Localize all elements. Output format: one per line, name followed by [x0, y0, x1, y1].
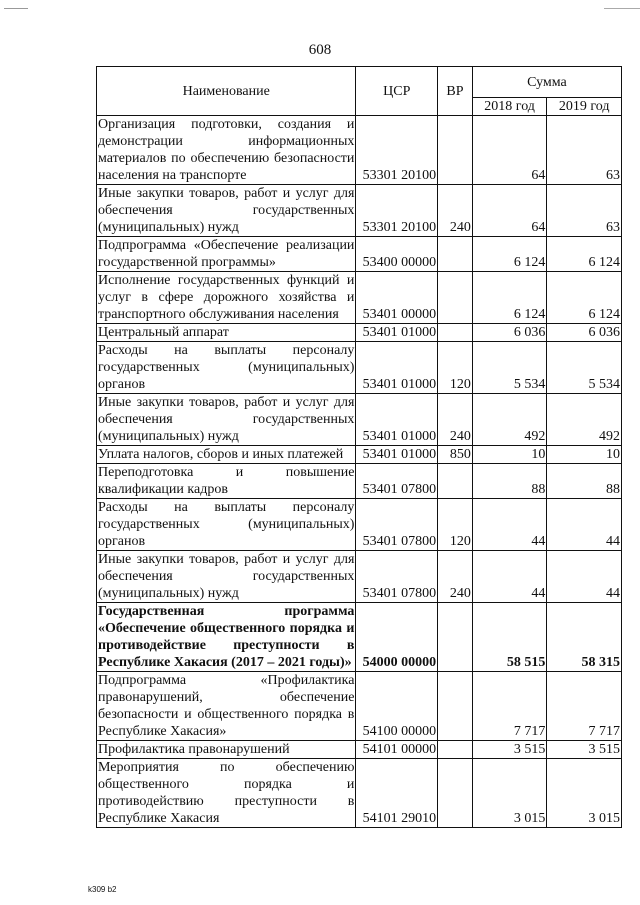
row-vr-cell [438, 464, 473, 499]
table-row [97, 185, 622, 237]
row-csr-cell: 53401 07800 [356, 464, 438, 499]
row-2018-cell: 6 124 [472, 237, 547, 272]
row-2019-cell: 492 [547, 394, 622, 446]
row-2018-cell: 5 534 [472, 342, 547, 394]
row-csr-cell: 53401 00000 [356, 272, 438, 324]
row-vr-cell: 240 [438, 185, 473, 237]
header-year-2018: 2018 год [472, 98, 547, 116]
row-2018-cell: 10 [472, 446, 547, 464]
row-name-cell: Расходы на выплаты персоналу государственных (муниципальных) органов [98, 500, 355, 549]
table-row [97, 464, 622, 499]
row-name-cell: Подпрограмма «Обеспечение реализации государственной программы» [98, 238, 355, 270]
row-2019-cell: 58 315 [547, 603, 622, 672]
row-csr-cell: 53301 20100 [356, 185, 438, 237]
table-row [97, 342, 622, 394]
table-row [97, 324, 622, 342]
row-name-cell: Переподготовка и повышение квалификации кадров [98, 465, 355, 497]
row-name-cell: Мероприятия по обеспечению общественного порядка и противодействию преступности в Республике Хакасия [98, 760, 355, 826]
scan-edge-line [4, 8, 28, 9]
row-vr-cell [438, 237, 473, 272]
row-vr-cell [438, 116, 473, 185]
row-vr-cell [438, 741, 473, 759]
row-name-cell: Иные закупки товаров, работ и услуг для обеспечения государственных (муниципальных) нужд [98, 552, 355, 601]
row-csr-cell: 53401 01000 [356, 394, 438, 446]
row-vr-cell: 240 [438, 551, 473, 603]
row-csr-cell: 54101 00000 [356, 741, 438, 759]
row-2018-cell: 3 515 [472, 741, 547, 759]
row-name-cell: Исполнение государственных функций и услуг в сфере дорожного хозяйства и транспортного обслуживания населения [98, 273, 355, 322]
row-2019-cell: 7 717 [547, 672, 622, 741]
row-2019-cell: 10 [547, 446, 622, 464]
row-csr-cell: 54101 29010 [356, 759, 438, 828]
row-vr-cell [438, 672, 473, 741]
row-name-cell: Организация подготовки, создания и демонстрации информационных материалов по обеспечению безопасности населения на транспорте [98, 117, 355, 183]
row-csr-cell: 53301 20100 [356, 116, 438, 185]
header-csr: ЦСР [356, 67, 438, 116]
row-2019-cell: 6 124 [547, 272, 622, 324]
row-vr-cell: 850 [438, 446, 473, 464]
row-vr-cell: 120 [438, 342, 473, 394]
row-2018-cell: 44 [472, 499, 547, 551]
row-name-cell: Подпрограмма «Профилактика правонарушений, обеспечение безопасности и общественного порядка в Республике Хакасия» [98, 673, 355, 739]
row-name-cell: Государственная программа «Обеспечение общественного порядка и противодействие преступности в Республике Хакасия (2017 – 2021 годы)» [98, 604, 355, 670]
row-vr-cell [438, 759, 473, 828]
row-csr-cell: 53401 07800 [356, 551, 438, 603]
table-row [97, 672, 622, 741]
row-name-cell: Профилактика правонарушений [97, 741, 356, 759]
row-csr-cell: 54100 00000 [356, 672, 438, 741]
row-2019-cell: 88 [547, 464, 622, 499]
row-vr-cell [438, 324, 473, 342]
row-2018-cell: 44 [472, 551, 547, 603]
row-2018-cell: 492 [472, 394, 547, 446]
header-vr: ВР [438, 67, 473, 116]
row-csr-cell: 53400 00000 [356, 237, 438, 272]
table-row [97, 116, 622, 185]
table-row [97, 759, 622, 828]
row-csr-cell: 53401 07800 [356, 499, 438, 551]
row-2019-cell: 63 [547, 116, 622, 185]
page-number: 608 [308, 42, 332, 58]
table-row [97, 237, 622, 272]
row-vr-cell [438, 603, 473, 672]
footer-mark: k309 b2 [88, 885, 117, 894]
header-sum: Сумма [472, 67, 621, 98]
row-2019-cell: 3 015 [547, 759, 622, 828]
table-row [97, 741, 622, 759]
row-2018-cell: 7 717 [472, 672, 547, 741]
row-2019-cell: 3 515 [547, 741, 622, 759]
row-2019-cell: 63 [547, 185, 622, 237]
row-2018-cell: 6 036 [472, 324, 547, 342]
row-2018-cell: 64 [472, 116, 547, 185]
row-vr-cell: 240 [438, 394, 473, 446]
row-2018-cell: 58 515 [472, 603, 547, 672]
row-2018-cell: 3 015 [472, 759, 547, 828]
row-2018-cell: 6 124 [472, 272, 547, 324]
row-name-cell: Расходы на выплаты персоналу государственных (муниципальных) органов [98, 343, 355, 392]
table-row [97, 272, 622, 324]
row-2019-cell: 44 [547, 551, 622, 603]
row-csr-cell: 54000 00000 [356, 603, 438, 672]
row-csr-cell: 53401 01000 [356, 446, 438, 464]
header-year-2019: 2019 год [547, 98, 622, 116]
row-2018-cell: 64 [472, 185, 547, 237]
table-row [97, 394, 622, 446]
row-name-cell: Центральный аппарат [97, 324, 356, 342]
budget-table [96, 66, 622, 828]
row-2018-cell: 88 [472, 464, 547, 499]
scan-edge-line [604, 8, 640, 9]
row-2019-cell: 5 534 [547, 342, 622, 394]
row-vr-cell: 120 [438, 499, 473, 551]
table-row [97, 551, 622, 603]
row-name-cell: Иные закупки товаров, работ и услуг для обеспечения государственных (муниципальных) нужд [98, 395, 355, 444]
row-csr-cell: 53401 01000 [356, 342, 438, 394]
header-name: Наименование [97, 67, 356, 116]
row-2019-cell: 6 124 [547, 237, 622, 272]
row-2019-cell: 6 036 [547, 324, 622, 342]
row-vr-cell [438, 272, 473, 324]
row-name-cell: Уплата налогов, сборов и иных платежей [97, 446, 356, 464]
row-csr-cell: 53401 01000 [356, 324, 438, 342]
table-row [97, 446, 622, 464]
row-2019-cell: 44 [547, 499, 622, 551]
row-name-cell: Иные закупки товаров, работ и услуг для обеспечения государственных (муниципальных) нужд [98, 186, 355, 235]
table-row [97, 499, 622, 551]
table-row [97, 603, 622, 672]
